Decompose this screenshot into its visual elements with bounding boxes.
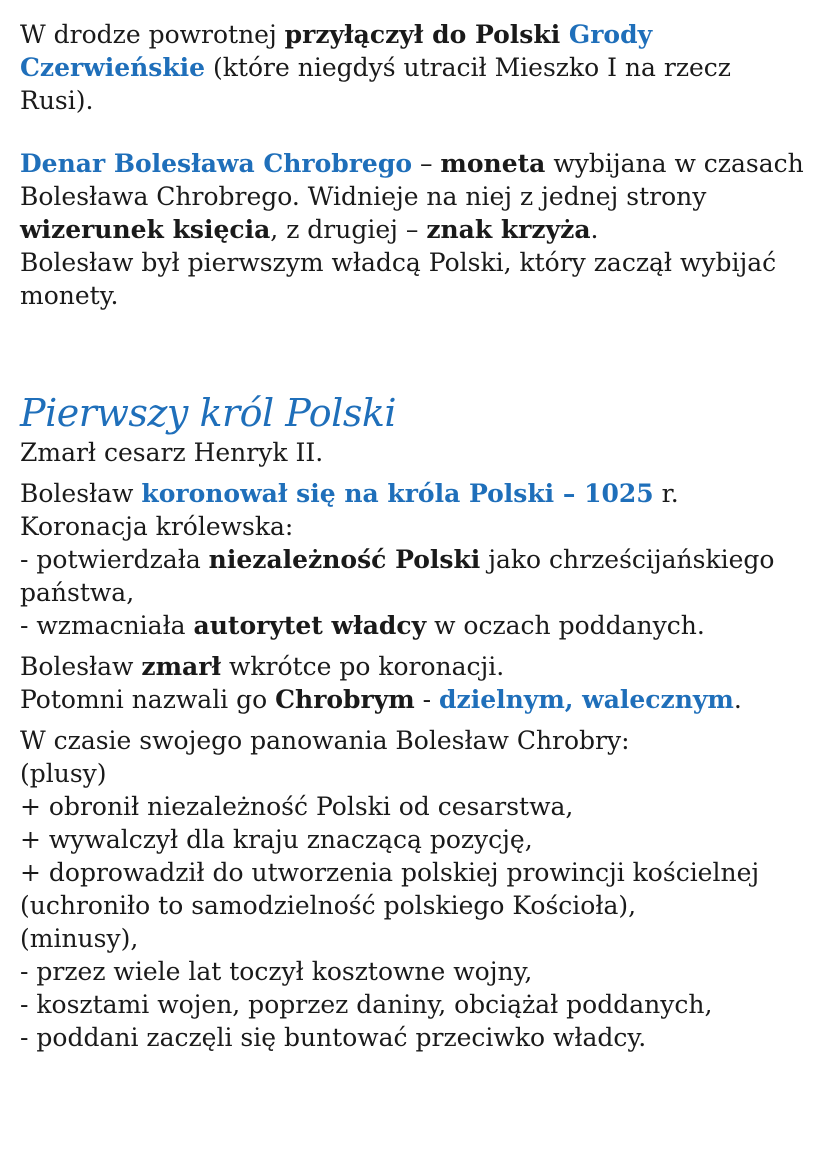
denar-text: wybijana w czasach Bolesława Chrobrego. Widnieje na niej z jednej strony: [20, 149, 804, 211]
coronation-label: Koronacja królewska:: [20, 512, 294, 541]
death-dash: -: [414, 685, 440, 714]
coronation-item-2-end: w oczach poddanych.: [426, 611, 705, 640]
intro-bold: przyłączył do Polski: [284, 20, 569, 49]
coronation-highlight: koronował się na króla Polski – 1025: [141, 479, 654, 508]
denar-bold-portrait: wizerunek księcia: [20, 215, 271, 244]
coronation-text: Bolesław: [20, 479, 142, 508]
reign-line: + obronił niezależność Polski od cesarstwa,: [20, 792, 574, 821]
death-period: .: [733, 685, 742, 714]
denar-paragraph: [20, 147, 810, 312]
intro-highlight: Grody Czerwieńskie: [20, 20, 653, 82]
coronation-text-2: r.: [653, 479, 679, 508]
death-text-2: wkrótce po koronacji.: [221, 652, 505, 681]
reign-line: + doprowadził do utworzenia polskiej prowincji kościelnej (uchroniło to samodzielność polskiego Kościoła),: [20, 858, 760, 920]
death-highlight: dzielnym, walecznym: [439, 685, 734, 714]
reign-intro: W czasie swojego panowania Bolesław Chrobry:: [20, 726, 630, 755]
reign-line: - przez wiele lat toczył kosztowne wojny,: [20, 957, 533, 986]
coronation-item-1-end: jako chrześcijańskiego państwa,: [20, 545, 775, 607]
coronation-paragraph: [20, 477, 810, 642]
denar-term: Denar Bolesława Chrobrego: [20, 149, 412, 178]
reign-line: - kosztami wojen, poprzez daniny, obciążał poddanych,: [20, 990, 713, 1019]
death-bold-name: Chrobrym: [275, 685, 415, 714]
denar-bold-cross: znak krzyża: [426, 215, 591, 244]
section-heading: Pierwszy król Polski: [20, 391, 397, 435]
coronation-item-1-bold: niezależność Polski: [208, 545, 481, 574]
reign-line: - poddani zaczęli się buntować przeciwko władcy.: [20, 1023, 647, 1052]
intro-paragraph: [20, 18, 810, 117]
intro-text-end: (które niegdyś utracił Mieszko I na rzecz Rusi).: [20, 53, 731, 115]
denar-bold-moneta: moneta: [440, 149, 546, 178]
denar-period: .: [590, 215, 599, 244]
denar-text-3: Bolesław był pierwszym władcą Polski, który zaczął wybijać monety.: [20, 248, 777, 310]
coronation-item-1-start: - potwierdzała: [20, 545, 209, 574]
document-page: [20, 18, 810, 1054]
emperor-line: Zmarł cesarz Henryk II.: [20, 438, 324, 467]
denar-text-2: , z drugiej –: [270, 215, 427, 244]
death-text-3: Potomni nazwali go: [20, 685, 276, 714]
reign-line: (minusy),: [20, 924, 139, 953]
section-heading-wrap: [20, 390, 810, 436]
death-bold: zmarł: [141, 652, 222, 681]
reign-line: (plusy): [20, 759, 107, 788]
reign-line: + wywalczył dla kraju znaczącą pozycję,: [20, 825, 533, 854]
death-paragraph: [20, 650, 810, 716]
intro-text: W drodze powrotnej: [20, 20, 285, 49]
death-text: Bolesław: [20, 652, 142, 681]
coronation-item-2-bold: autorytet władcy: [193, 611, 427, 640]
coronation-item-2-start: - wzmacniała: [20, 611, 194, 640]
reign-paragraph: [20, 724, 810, 1054]
denar-dash: –: [412, 149, 441, 178]
